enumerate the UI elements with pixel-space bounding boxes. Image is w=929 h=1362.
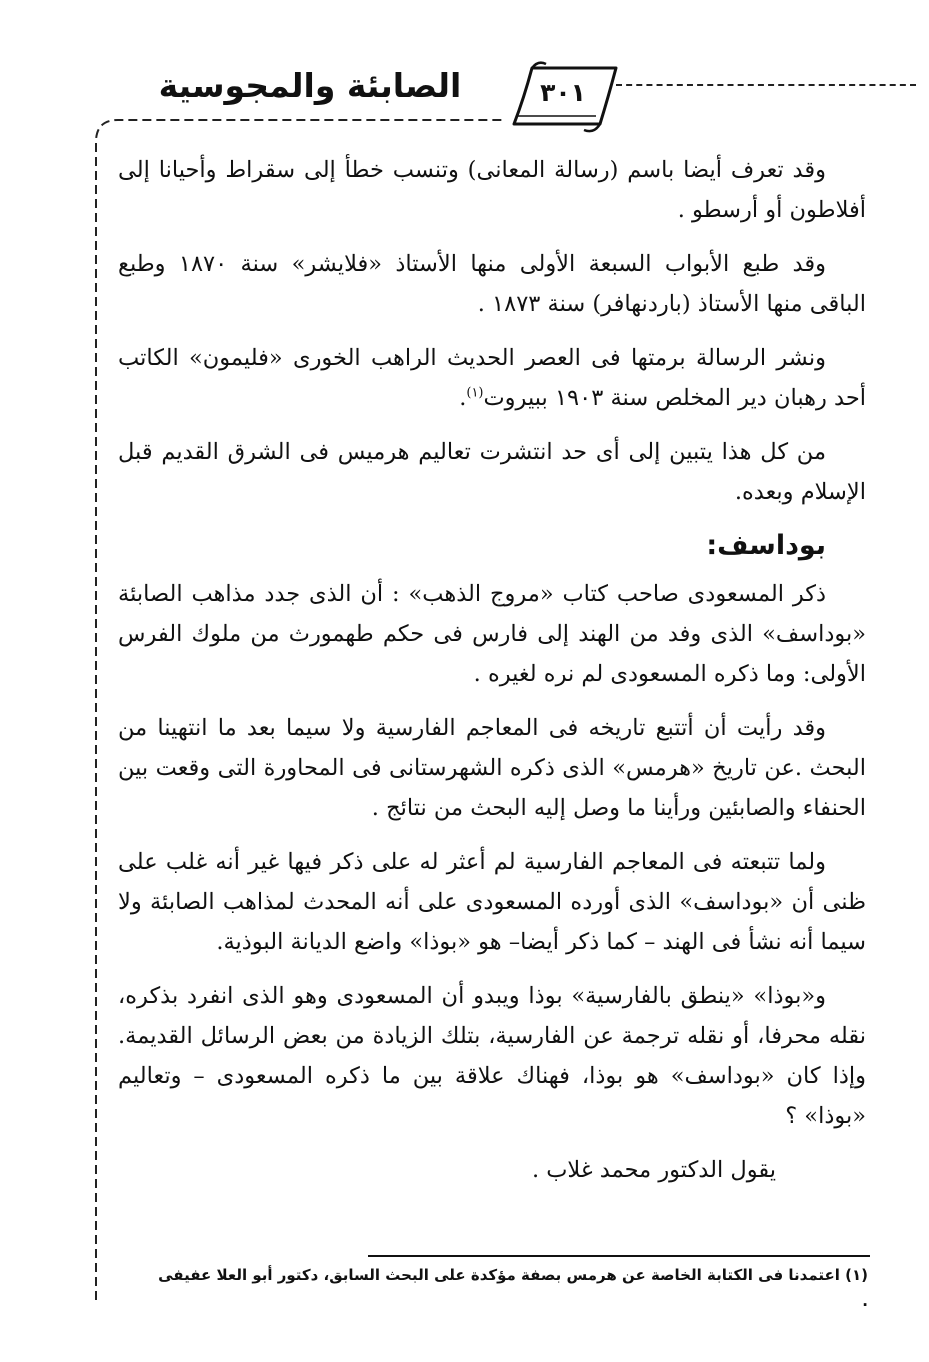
section-paragraph-3: ولما تتبعته فى المعاجم الفارسية لم أعثر له على ذكر فيها غير أنه غلب على ظنى أن «بوداسف» الذى أورده المسعودى على أنه المحدث لمذاهب الصابئة ولا سيما أنه نشأ فى الهند – كما ذكر أيضا– هو «بوذا» واضع الديانة البوذية. [118,849,866,955]
paragraph-4: من كل هذا يتبين إلى أى حد انتشرت تعاليم هرميس فى الشرق القديم قبل الإسلام وبعده. [118,439,866,505]
section-paragraph-2: وقد رأيت أن أتتبع تاريخه فى المعاجم الفارسية ولا سيما بعد ما انتهينا من البحث .عن تاريخ «هرمس» الذى ذكره الشهرستانى فى المحاورة التى وقعت بين الحنفاء والصابئين ورأينا ما وصل إليه البحث من نتائج . [118,715,866,821]
paragraph-2: وقد طبع الأبواب السبعة الأولى منها الأستاذ «فلايشر» سنة ١٨٧٠ وطبع الباقى منها الأستاذ (باردنهافر) سنة ١٨٧٣ . [118,251,866,317]
paragraph-3-end: . [459,385,467,411]
footnote-divider [368,1255,870,1257]
closing-line: يقول الدكتور محمد غلاب . [531,1157,776,1183]
page-number: ٣٠١ [540,78,586,107]
paragraph-1: وقد تعرف أيضا باسم (رسالة المعانى) وتنسب خطأ إلى سقراط وأحيانا إلى أفلاطون أو أرسطو . [118,157,866,223]
footnote: (١) اعتمدنا فى الكتابة الخاصة عن هرمس بصفة مؤكدة على البحث السابق، دكتور أبو العلا عفيفى . [158,1266,868,1310]
paragraph-3-text: ونشر الرسالة برمتها فى العصر الحديث الراهب الخورى «فليمون» الكاتب أحد رهبان دير المخلص سنة ١٩٠٣ ببيروت [118,345,866,411]
footnote-reference: (١) [466,385,484,401]
page-body [118,150,866,1190]
header-dashed-rule [616,84,916,86]
paragraph-3 [118,338,866,418]
section-heading: بوداسف: [706,530,826,561]
section-paragraph-4: و«بوذا» «ينطق بالفارسية» بوذا ويبدو أن المسعودى وهو الذى انفرد بذكره، نقله محرفا، أو نقله ترجمة عن الفارسية، بتلك الزيادة من بعض الرسائل القديمة. وإذا كان «بوداسف» هو بوذا، فهناك علاقة بين ما ذكره المسعودى – وتعاليم «بوذا» ؟ [118,983,866,1129]
running-header-title: الصابئة والمجوسية [158,66,462,105]
section-paragraph-1: ذكر المسعودى صاحب كتاب «مروج الذهب» : أن الذى جدد مذاهب الصابئة «بوداسف» الذى وفد من الهند إلى فارس فى حكم طهمورث من ملوك الفرس الأولى: وما ذكره المسعودى لم نره لغيره . [118,581,866,687]
